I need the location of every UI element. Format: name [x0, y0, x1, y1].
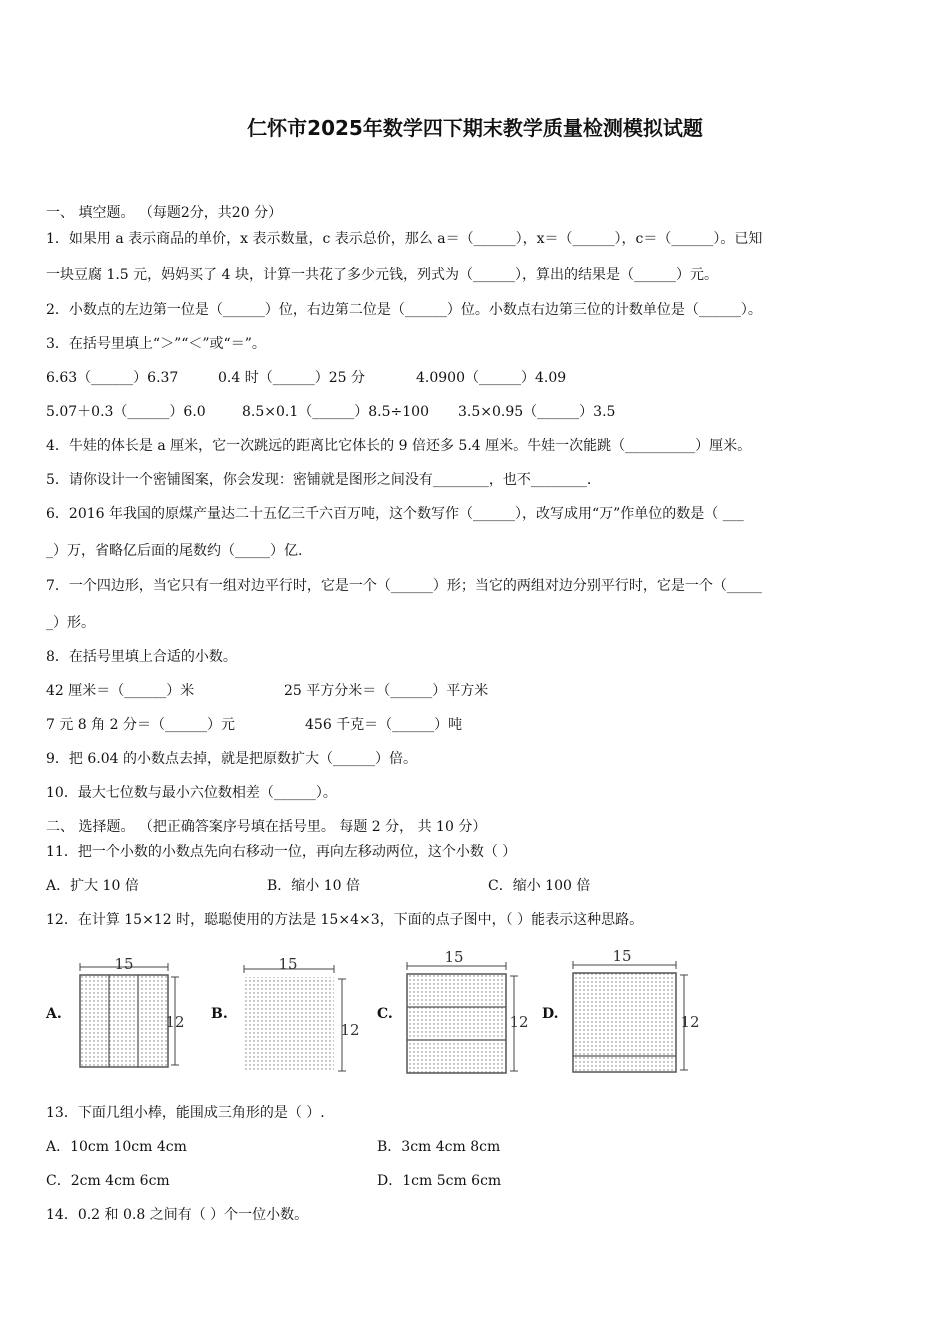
question-3-item: 0.4 时（______）25 分 — [218, 370, 365, 386]
question-7-line-2: _）形。 — [46, 615, 95, 631]
question-11: 11．把一个小数的小数点先向右移动一位，再向左移动两位，这个小数（ ） — [46, 844, 517, 860]
question-11-option-c: C．缩小 100 倍 — [488, 878, 591, 894]
dot-grid-figure-c — [400, 946, 535, 1081]
question-13-option-a: A．10cm 10cm 4cm — [46, 1139, 187, 1155]
figure-b-label: B. — [211, 1006, 228, 1022]
question-6-line-2: _）万，省略亿后面的尾数约（_____）亿. — [46, 543, 303, 559]
figure-a-side-label: 12 — [165, 1013, 185, 1031]
question-13: 13．下面几组小棒，能围成三角形的是（ ）. — [46, 1105, 325, 1121]
question-3-item: 8.5×0.1（______）8.5÷100 — [242, 404, 429, 420]
figure-a-top-label: 15 — [114, 955, 134, 973]
figure-b-top-label: 15 — [278, 955, 298, 973]
question-8-item: 7 元 8 角 2 分＝（______）元 — [46, 717, 235, 733]
question-9: 9．把 6.04 的小数点去掉，就是把原数扩大（______）倍。 — [46, 751, 417, 767]
section-1-header: 一、 填空题。 （每题2分，共20 分） — [46, 205, 283, 221]
question-8-item: 25 平方分米＝（______）平方米 — [284, 683, 489, 699]
question-10: 10．最大七位数与最小六位数相差（______）。 — [46, 785, 337, 801]
figure-d-side-label: 12 — [680, 1013, 700, 1031]
figure-d-top-label: 15 — [612, 947, 632, 965]
figure-c-label: C. — [377, 1006, 393, 1022]
question-11-option-a: A．扩大 10 倍 — [46, 878, 139, 894]
question-11-option-b: B．缩小 10 倍 — [267, 878, 361, 894]
question-7-line-1: 7．一个四边形，当它只有一组对边平行时，它是一个（______）形；当它的两组对边分别平行时，它是一个（_____ — [46, 578, 762, 594]
question-3: 3．在括号里填上“＞”“＜”或“＝”。 — [46, 336, 266, 352]
question-3-item: 3.5×0.95（______）3.5 — [458, 404, 616, 420]
question-6-line-1: 6．2016 年我国的原煤产量达二十五亿三千六百万吨，这个数写作（______），改写成用“万”作单位的数是（ ___ — [46, 506, 744, 522]
question-13-option-c: C．2cm 4cm 6cm — [46, 1173, 170, 1189]
section-2-header: 二、 选择题。 （把正确答案序号填在括号里。 每题 2 分， 共 10 分） — [46, 819, 487, 835]
question-3-item: 6.63（______）6.37 — [46, 370, 179, 386]
figure-a-label: A. — [46, 1006, 62, 1022]
figure-c-side-label: 12 — [509, 1013, 529, 1031]
question-3-item: 4.0900（______）4.09 — [416, 370, 567, 386]
question-8-item: 456 千克＝（______）吨 — [305, 717, 463, 733]
figure-c-top-label: 15 — [444, 948, 464, 966]
question-5: 5．请你设计一个密铺图案，你会发现：密铺就是图形之间没有________，也不________. — [46, 472, 592, 488]
question-12: 12．在计算 15×12 时，聪聪使用的方法是 15×4×3，下面的点子图中，（ ）能表示这种思路。 — [46, 912, 644, 928]
page-title: 仁怀市2025年数学四下期末教学质量检测模拟试题 — [247, 116, 703, 140]
question-2: 2．小数点的左边第一位是（______）位，右边第二位是（______）位。小数点右边第三位的计数单位是（______）。 — [46, 302, 762, 318]
question-8: 8．在括号里填上合适的小数。 — [46, 649, 237, 665]
figure-d-label: D. — [542, 1006, 559, 1022]
question-1-line-1: 1．如果用 a 表示商品的单价，x 表示数量，c 表示总价，那么 a＝（______），x＝（______），c＝（______）。已知 — [46, 231, 763, 247]
figure-b-side-label: 12 — [340, 1021, 360, 1039]
dot-grid-figure-a — [72, 955, 192, 1075]
question-13-option-d: D．1cm 5cm 6cm — [377, 1173, 502, 1189]
question-3-item: 5.07＋0.3（______）6.0 — [46, 404, 206, 420]
question-14: 14．0.2 和 0.8 之间有（ ）个一位小数。 — [46, 1207, 309, 1223]
question-13-option-b: B．3cm 4cm 8cm — [377, 1139, 501, 1155]
dot-grid-figure-d — [566, 944, 706, 1079]
dot-grid-figure-b — [236, 955, 366, 1080]
question-4: 4．牛娃的体长是 a 厘米，它一次跳远的距离比它体长的 9 倍还多 5.4 厘米。牛娃一次能跳（__________）厘米。 — [46, 438, 752, 454]
question-8-item: 42 厘米＝（______）米 — [46, 683, 195, 699]
question-1-line-2: 一块豆腐 1.5 元，妈妈买了 4 块，计算一共花了多少元钱，列式为（______），算出的结果是（______）元。 — [46, 267, 718, 283]
